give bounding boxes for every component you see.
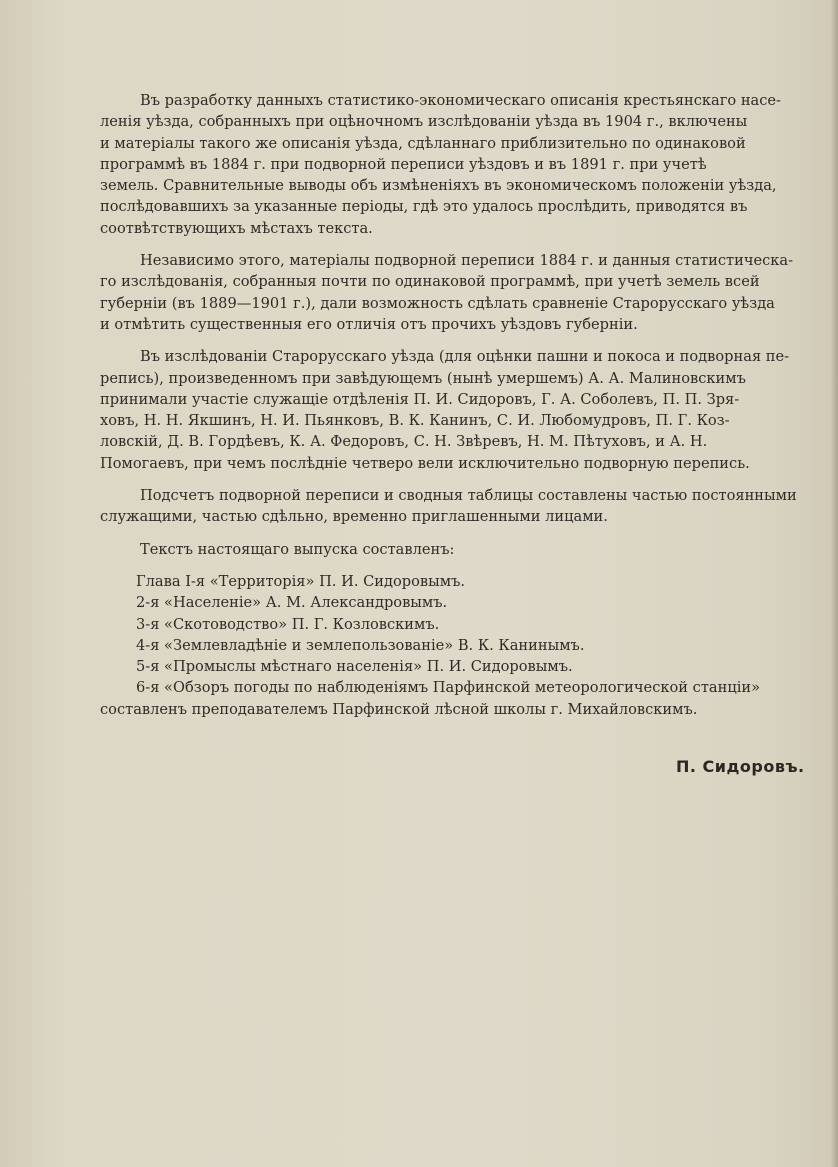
contents-item-5: 5-я «Промыслы мѣстнаго населенія» П. И. Сидоровымъ. bbox=[136, 658, 573, 676]
paragraph-4-line-1: Подсчетъ подворной переписи и сводныя таблицы составлены частью постоянными bbox=[140, 487, 797, 505]
paragraph-1-line-4: программѣ въ 1884 г. при подворной переписи уѣздовъ и въ 1891 г. при учетѣ bbox=[100, 155, 707, 173]
paragraph-1-line-5: земель. Сравнительные выводы объ измѣненіяхъ въ экономическомъ положеніи уѣзда, bbox=[100, 177, 777, 195]
contents-item-3: 3-я «Скотоводство» П. Г. Козловскимъ. bbox=[136, 615, 440, 633]
contents-item-1: Глава I-я «Территорія» П. И. Сидоровымъ. bbox=[136, 572, 465, 590]
paragraph-1-line-7: соотвѣтствующихъ мѣстахъ текста. bbox=[100, 219, 373, 237]
preface-text bbox=[100, 90, 838, 720]
paragraph-3-line-6: Помогаевъ, при чемъ послѣдніе четверо вели исключительно подворную перепись. bbox=[100, 454, 750, 472]
paragraph-3-line-1: Въ изслѣдованіи Старорусскаго уѣзда (для оцѣнки пашни и покоса и подворная пе- bbox=[140, 348, 790, 366]
paragraph-3-line-3: принимали участіе служащіе отдѣленія П. И. Сидоровъ, Г. А. Соболевъ, П. П. Зря- bbox=[100, 390, 740, 408]
paragraph-1-line-3: и матеріалы такого же описанія уѣзда, сдѣланнаго приблизительно по одинаковой bbox=[100, 134, 746, 152]
paragraph-3-line-5: ловскій, Д. В. Гордѣевъ, К. А. Федоровъ, С. Н. Звѣревъ, Н. М. Пѣтуховъ, и А. Н. bbox=[100, 433, 708, 451]
paragraph-1-line-1: Въ разработку данныхъ статистико-экономическаго описанія крестьянскаго насе- bbox=[140, 92, 781, 109]
paragraph-2-line-4: и отмѣтить существенныя его отличія отъ прочихъ уѣздовъ губерніи. bbox=[100, 315, 638, 333]
contents-intro: Текстъ настоящаго выпуска составленъ: bbox=[140, 540, 455, 558]
paragraph-1-line-2: ленія уѣзда, собранныхъ при оцѣночномъ изслѣдованіи уѣзда въ 1904 г., включены bbox=[100, 113, 748, 131]
paragraph-4-line-2: служащими, частью сдѣльно, временно приглашенными лицами. bbox=[100, 508, 608, 526]
paragraph-2-line-1: Независимо этого, матеріалы подворной переписи 1884 г. и данныя статистическа- bbox=[140, 252, 794, 270]
signature: П. Сидоровъ. bbox=[676, 757, 805, 776]
contents-item-6-continued: составленъ преподавателемъ Парфинской лѣсной школы г. Михайловскимъ. bbox=[100, 700, 698, 718]
paragraph-2-line-2: го изслѣдованія, собранныя почти по одинаковой программѣ, при учетѣ земель всей bbox=[100, 273, 760, 291]
paragraph-3-line-4: ховъ, Н. Н. Якшинъ, Н. И. Пьянковъ, В. К. Канинъ, С. И. Любомудровъ, П. Г. Коз- bbox=[100, 412, 730, 430]
contents-item-6: 6-я «Обзоръ погоды по наблюденіямъ Парфинской метеорологической станціи» bbox=[136, 679, 761, 697]
contents-item-2: 2-я «Населеніе» А. М. Александровымъ. bbox=[136, 594, 448, 612]
paragraph-3-line-2: репись), произведенномъ при завѣдующемъ (нынѣ умершемъ) А. А. Малиновскимъ bbox=[100, 369, 746, 387]
paragraph-2-line-3: губерніи (въ 1889—1901 г.), дали возможность сдѣлать сравненіе Старорусскаго уѣзда bbox=[100, 294, 775, 312]
contents-item-4: 4-я «Землевладѣніе и землепользованіе» В. К. Канинымъ. bbox=[136, 636, 585, 654]
paragraph-1-line-6: послѣдовавшихъ за указанные періоды, гдѣ это удалось прослѣдить, приводятся въ bbox=[100, 198, 748, 216]
